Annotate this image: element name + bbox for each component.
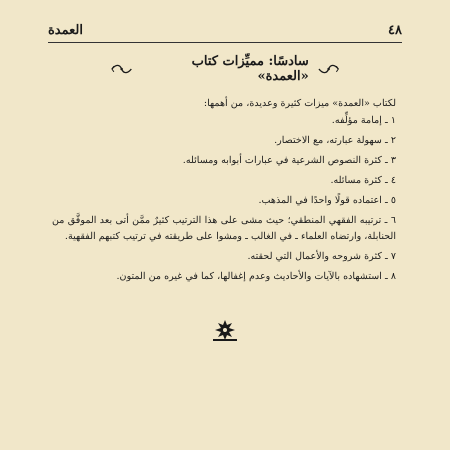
ornament-right-icon — [317, 63, 340, 75]
list-item: ٢ ـ سهولة عبارته، مع الاختصار. — [274, 135, 396, 146]
fleuron-ornament-icon — [210, 318, 240, 342]
body-text — [52, 96, 396, 289]
list-item: ٣ ـ كثرة النصوص الشرعية في عبارات أبوابه ومسائله. — [182, 155, 396, 166]
list-item: ١ ـ إمامة مؤلِّفه. — [331, 115, 396, 126]
ornament-left-icon — [110, 63, 133, 75]
list-item: ٤ ـ كثرة مسائله. — [330, 175, 396, 186]
page-number: ٤٨ — [388, 23, 402, 38]
intro-paragraph: لكتاب «العمدة» ميزات كثيرة وعديدة، من أهمها: — [203, 98, 396, 109]
list-item: ٨ ـ استشهاده بالآيات والأحاديث وعدم إغفالها، كما في غيره من المتون. — [116, 271, 396, 282]
header-rule — [48, 42, 402, 43]
list-item: ٥ ـ اعتماده قولًا واحدًا في المذهب. — [258, 195, 396, 206]
list-item: ٧ ـ كثرة شروحه والأعمال التي لحقته. — [247, 251, 396, 262]
section-heading — [110, 56, 340, 82]
page-header — [48, 20, 402, 38]
list-item: ٦ ـ ترتيبه الفقهي المنطقي؛ حيث مشى على هذا الترتيب كثيرٌ ممَّن أتى بعد الموفَّق من الحنابلة، وارتضاه العلماء ـ في الغالب ـ ومشوا على طريقته في ترتيب كتبهم الفقهية. — [52, 215, 396, 242]
section-title: سادسًا: مميِّزات كتاب «العمدة» — [191, 54, 309, 84]
running-title: العمدة — [48, 23, 83, 38]
